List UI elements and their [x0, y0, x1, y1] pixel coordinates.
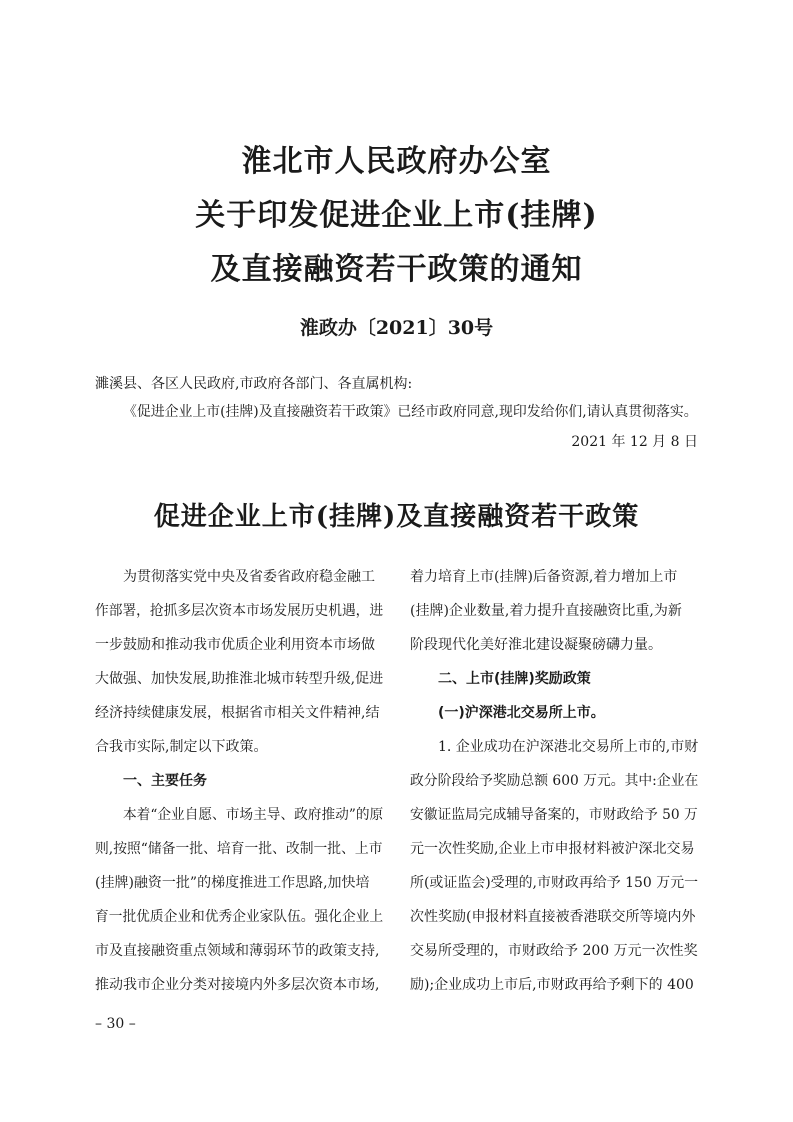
right-paragraph-line: 安徽证监局完成辅导备案的，市财政给予 50 万 — [410, 807, 698, 823]
right-paragraph-line: (挂牌)企业数量,着力提升直接融资比重,为新 — [410, 603, 682, 619]
right-paragraph-line: 次性奖励(申报材料直接被香港联交所等境内外 — [410, 909, 696, 925]
right-paragraph-line: 着力培育上市(挂牌)后备资源,着力增加上市 — [410, 569, 678, 585]
notice-title-line-1: 淮北市人民政府办公室 — [241, 144, 552, 179]
left-paragraph-line: 合我市实际,制定以下政策。 — [95, 739, 268, 755]
notice-body: 《促进企业上市(挂牌)及直接融资若干政策》已经市政府同意,现印发给你们,请认真贯彻落实。 — [123, 404, 698, 420]
subsection-heading-exchange-listing: (一)沪深港北交易所上市。 — [438, 705, 605, 721]
notice-date: 2021 年 12 月 8 日 — [571, 434, 698, 450]
left-paragraph-line: 经济持续健康发展，根据省市相关文件精神,结 — [95, 705, 380, 721]
left-paragraph-line: 推动我市企业分类对接境内外多层次资本市场, — [95, 977, 380, 993]
left-paragraph-line: 市及直接融资重点领域和薄弱环节的政策支持, — [95, 943, 380, 959]
left-paragraph-line: 一步鼓励和推动我市优质企业利用资本市场做 — [95, 637, 375, 653]
section-heading-main-tasks: 一、主要任务 — [123, 773, 207, 789]
right-paragraph-line: 元一次性奖励,企业上市申报材料被沪深北交易 — [410, 841, 695, 857]
left-paragraph-line: 大做强、加快发展,助推淮北城市转型升级,促进 — [95, 671, 384, 687]
document-number: 淮政办〔2021〕30号 — [299, 317, 494, 339]
right-paragraph-line: 政分阶段给予奖励总额 600 万元。其中:企业在 — [410, 773, 699, 789]
left-paragraph-line: 则,按照“储备一批、培育一批、改制一批、上市 — [95, 841, 383, 857]
left-paragraph-line: 育一批优质企业和优秀企业家队伍。强化企业上 — [95, 909, 384, 925]
left-paragraph-line: (挂牌)融资一批”的梯度推进工作思路,加快培 — [95, 875, 370, 891]
page-number: – 30 – — [95, 1016, 136, 1032]
notice-title-line-2: 关于印发促进企业上市(挂牌) — [195, 198, 598, 233]
right-paragraph-line: 阶段现代化美好淮北建设凝聚磅礴力量。 — [410, 637, 662, 653]
left-paragraph-line: 本着“企业自愿、市场主导、政府推动”的原 — [123, 807, 384, 823]
right-paragraph-line: 所(或证监会)受理的,市财政再给予 150 万元一 — [410, 875, 699, 891]
right-paragraph-line: 1. 企业成功在沪深港北交易所上市的,市财 — [438, 739, 699, 755]
notice-title-line-3: 及直接融资若干政策的通知 — [210, 252, 583, 287]
left-paragraph-line: 为贯彻落实党中央及省委省政府稳金融工 — [123, 569, 375, 585]
policy-title: 促进企业上市(挂牌)及直接融资若干政策 — [153, 502, 640, 532]
right-paragraph-line: 励);企业成功上市后,市财政再给予剩下的 400 — [410, 977, 694, 993]
section-heading-listing-rewards: 二、上市(挂牌)奖励政策 — [438, 671, 591, 687]
left-paragraph-line: 作部署，抢抓多层次资本市场发展历史机遇，进 — [95, 603, 384, 619]
recipients-line: 濉溪县、各区人民政府,市政府各部门、各直属机构: — [95, 376, 413, 392]
right-paragraph-line: 交易所受理的，市财政给予 200 万元一次性奖 — [410, 943, 698, 959]
